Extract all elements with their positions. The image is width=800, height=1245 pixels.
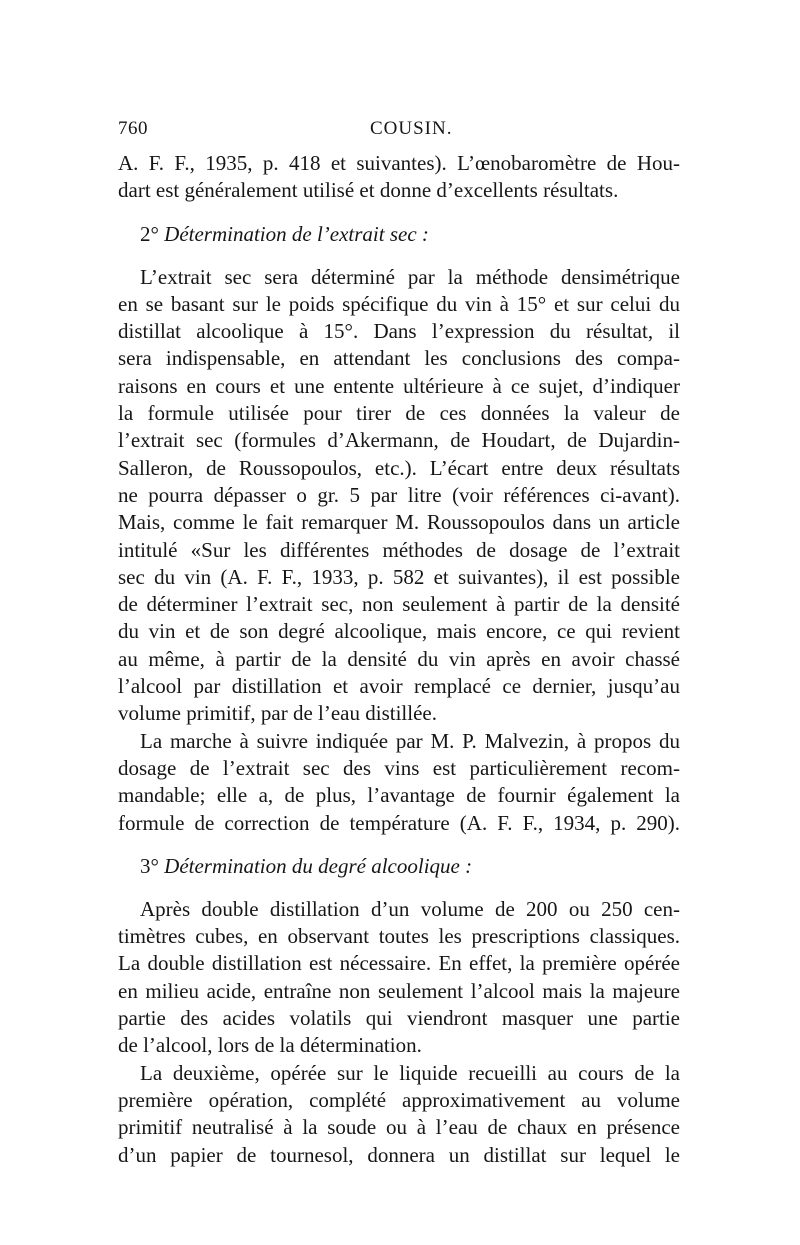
text-line: du vin et de son degré alcoolique, mais encore, ce qui revient <box>118 619 680 644</box>
text-line: sec du vin (A. F. F., 1933, p. 582 et suivantes), il est possible <box>118 564 680 589</box>
text-line: partie des acides volatils qui viendront masquer une partie <box>118 1006 680 1031</box>
text-line: au même, à partir de la densité du vin après en avoir chassé <box>118 646 680 671</box>
text-line: de l’alcool, lors de la détermination. <box>118 1033 422 1058</box>
running-head <box>118 118 680 150</box>
text-line: dosage de l’extrait sec des vins est particulièrement recom- <box>118 755 680 780</box>
text-line: de déterminer l’extrait sec, non seulement à partir de la densité <box>118 592 680 617</box>
text-line: d’un papier de tournesol, donnera un distillat sur lequel le <box>118 1142 680 1167</box>
section-2-paragraph-2 <box>118 728 680 837</box>
section-2-paragraph-1 <box>118 264 680 728</box>
text-line: A. F. F., 1935, p. 418 et suivantes). L’œnobaromètre de Hou- <box>118 151 680 175</box>
text-line: en milieu acide, entraîne non seulement l’alcool mais la majeure <box>118 978 680 1003</box>
text-line: ne pourra dépasser o gr. 5 par litre (voir références ci-avant). <box>118 482 680 507</box>
text-line: volume primitif, par de l’eau distillée. <box>118 701 437 726</box>
text-line: La marche à suivre indiquée par M. P. Malvezin, à propos du <box>140 728 680 753</box>
section-3-title: Détermination du degré alcoolique : <box>164 853 473 878</box>
running-title: COUSIN. <box>370 118 453 139</box>
text-line: Après double distillation d’un volume de 200 ou 250 cen- <box>140 896 680 921</box>
text-line: la formule utilisée pour tirer de ces données la valeur de <box>118 401 680 426</box>
text-line: l’extrait sec (formules d’Akermann, de Houdart, de Dujardin- <box>118 428 680 453</box>
text-line: mandable; elle a, de plus, l’avantage de fournir également la <box>118 783 680 808</box>
text-line: La deuxième, opérée sur le liquide recueilli au cours de la <box>140 1060 680 1085</box>
document-page <box>118 118 680 1169</box>
section-3-paragraph-1 <box>118 896 680 1060</box>
text-line: première opération, complété approximativement au volume <box>118 1087 680 1112</box>
text-line: dart est généralement utilisé et donne d’excellents résultats. <box>118 178 619 203</box>
text-line: distillat alcoolique à 15°. Dans l’expression du résultat, il <box>118 319 680 344</box>
page-number: 760 <box>118 118 148 139</box>
text-line: en se basant sur le poids spécifique du vin à 15° et sur celui du <box>118 291 680 316</box>
text-line: formule de correction de température (A. F. F., 1934, p. 290). <box>118 810 680 835</box>
text-line: raisons en cours et une entente ultérieure à ce sujet, d’indiquer <box>118 373 680 398</box>
text-line: L’extrait sec sera déterminé par la méthode densimétrique <box>140 264 680 289</box>
section-2-heading <box>140 221 680 248</box>
text-line: Salleron, de Roussopoulos, etc.). L’écart entre deux résultats <box>118 455 680 480</box>
section-3-paragraph-2 <box>118 1060 680 1169</box>
text-line: intitulé «Sur les différentes méthodes de dosage de l’extrait <box>118 537 680 562</box>
intro-paragraph <box>118 150 680 205</box>
section-3-number: 3° <box>140 853 159 878</box>
text-line: sera indispensable, en attendant les conclusions des compa- <box>118 346 680 371</box>
text-line: primitif neutralisé à la soude ou à l’eau de chaux en présence <box>118 1115 680 1140</box>
section-2-number: 2° <box>140 221 159 246</box>
text-line: Mais, comme le fait remarquer M. Roussopoulos dans un article <box>118 510 680 535</box>
text-line: timètres cubes, en observant toutes les prescriptions classiques. <box>118 924 680 949</box>
section-3-heading <box>140 853 680 880</box>
text-line: l’alcool par distillation et avoir remplacé ce dernier, jusqu’au <box>118 674 680 699</box>
text-line: La double distillation est nécessaire. En effet, la première opérée <box>118 951 680 976</box>
section-2-title: Détermination de l’extrait sec : <box>164 221 429 246</box>
